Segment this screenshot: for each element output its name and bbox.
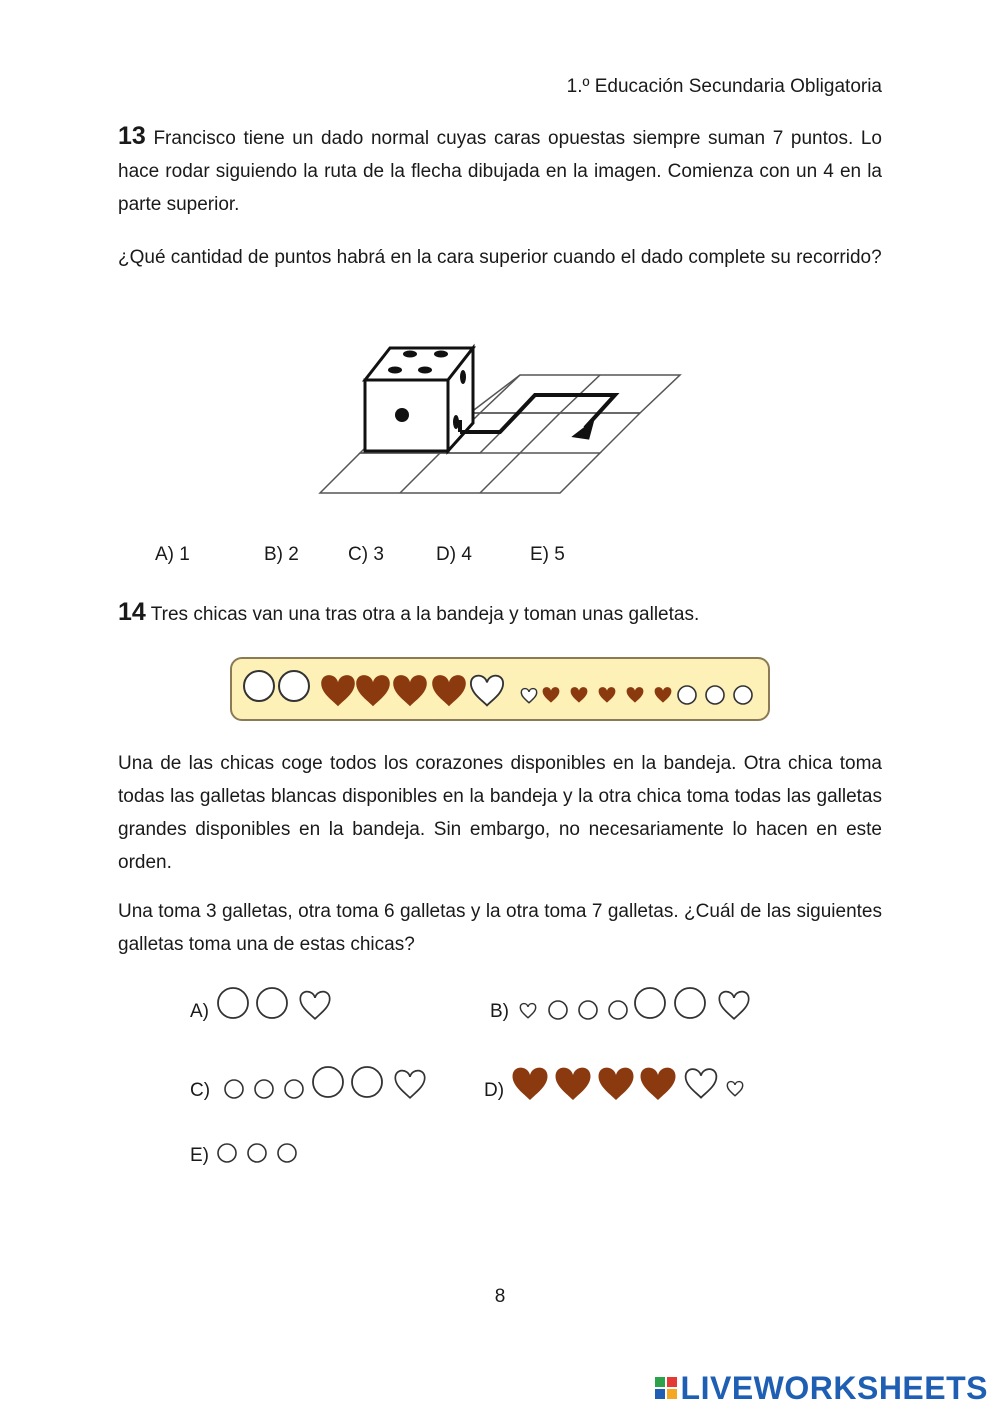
- q13-text: Francisco tiene un dado normal cuyas caras opuestas siempre suman 7 puntos. Lo hace rodar siguiendo la ruta de la flecha dibujada en la imagen. Comienza con un 4 en la parte superior.: [118, 128, 882, 215]
- q14-text: Una de las chicas coge todos los corazones disponibles en la bandeja. Otra chica toma todas las galletas blancas disponibles en la bandeja y la otra chica toma todas las galletas grandes disponibles en la bandeja. Sin embargo, no necesariamente lo hacen en este orden.: [118, 753, 882, 873]
- q13-option-c[interactable]: C) 3: [348, 544, 384, 565]
- q13-option-b[interactable]: B) 2: [264, 544, 299, 565]
- q14-number: 14: [118, 598, 146, 626]
- q14-answer-d-label[interactable]: D): [484, 1080, 505, 1101]
- q13-option-a[interactable]: A) 1: [155, 544, 190, 565]
- q14-answer-b-label[interactable]: B): [490, 1001, 509, 1022]
- q13-question: ¿Qué cantidad de puntos habrá en la cara superior cuando el dado complete su recorrido?: [118, 247, 882, 268]
- q14-answer-a-label[interactable]: A): [190, 1001, 209, 1022]
- q14-answer-c-cookies[interactable]: [212, 1060, 437, 1102]
- die: [365, 348, 473, 451]
- arrow-head: [575, 423, 592, 438]
- q14-answer-e-label[interactable]: E): [190, 1145, 209, 1166]
- q14-intro-text: Tres chicas van una tras otra a la bandeja y toman unas galletas.: [150, 604, 700, 625]
- tray-cookies: [230, 657, 770, 721]
- page-number: 8: [494, 1286, 506, 1307]
- brand-name: LIVEWORKSHEETS: [680, 1369, 988, 1406]
- q14-answer-a-cookies[interactable]: [212, 982, 337, 1024]
- q14-answer-b-cookies[interactable]: [512, 982, 757, 1024]
- brand-mark-icon: [655, 1377, 677, 1399]
- q13-option-e[interactable]: E) 5: [530, 544, 565, 565]
- q13-statement: [118, 120, 882, 221]
- q13-option-d[interactable]: D) 4: [436, 544, 472, 565]
- die-path-diagram: [310, 338, 690, 503]
- course-header: 1.º Educación Secundaria Obligatoria: [566, 76, 882, 97]
- q13-number: 13: [118, 122, 146, 150]
- q14-answer-d-cookies[interactable]: [506, 1058, 756, 1104]
- q14-question: Una toma 3 galletas, otra toma 6 galletas y la otra toma 7 galletas. ¿Cuál de las siguientes galletas toma una de estas chicas?: [118, 901, 882, 955]
- q14-answer-e-cookies[interactable]: [212, 1138, 312, 1168]
- q14-answer-c-label[interactable]: C): [190, 1080, 211, 1101]
- liveworksheets-logo[interactable]: [655, 1368, 988, 1408]
- q14-intro: [118, 596, 882, 631]
